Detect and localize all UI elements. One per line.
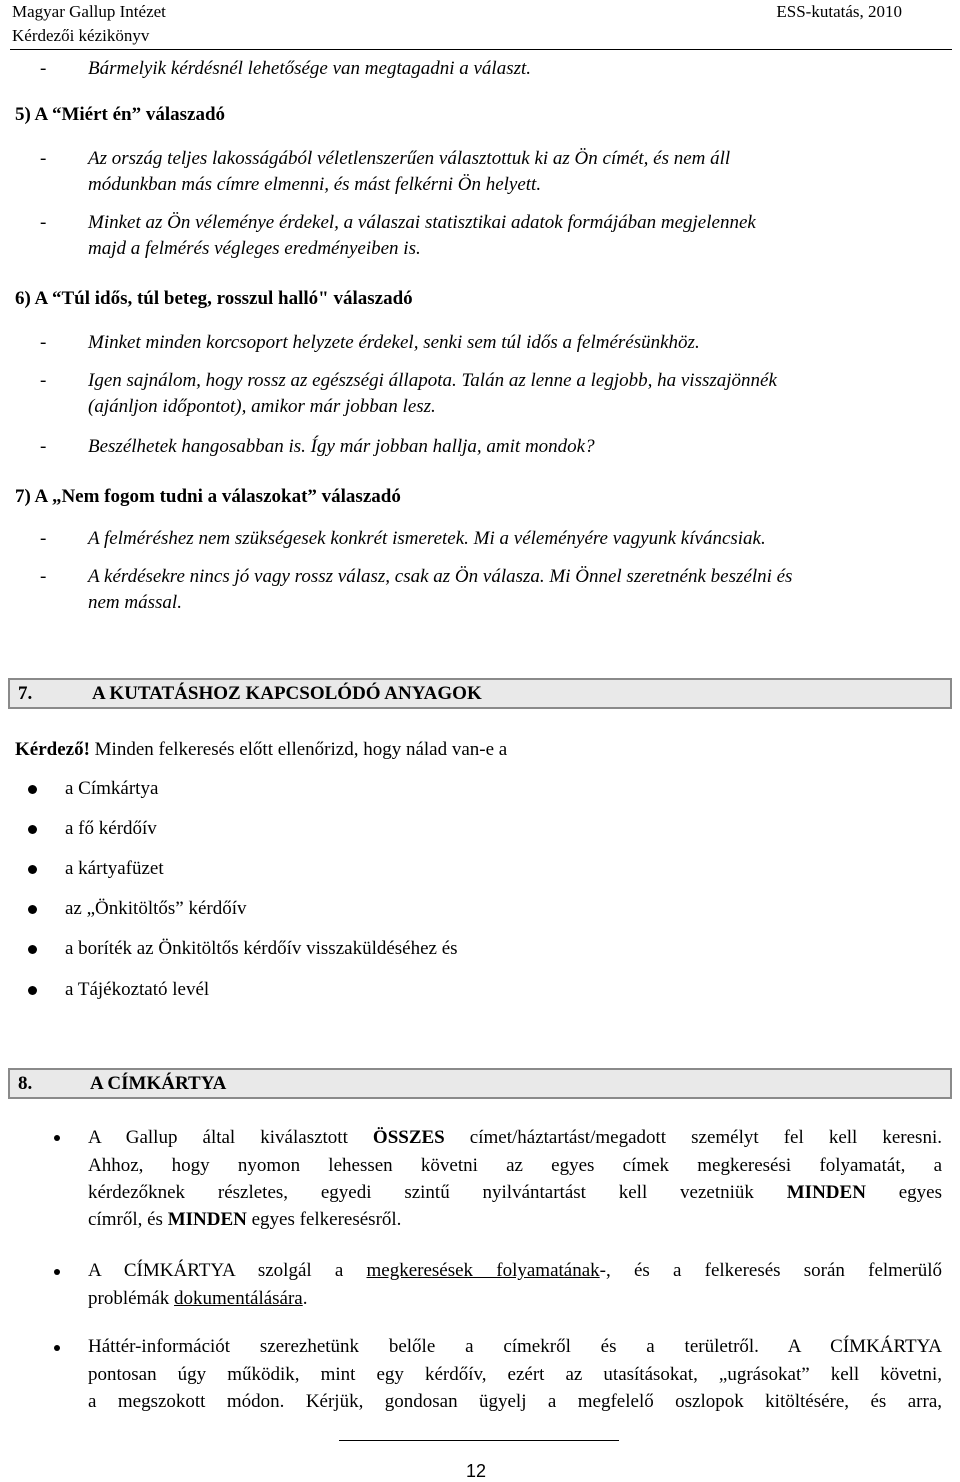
section6-item3: Beszélhetek hangosabban is. Így már jobban hallja, amit mondok? [88,436,595,457]
header-rule [10,49,952,50]
section6-item2-line2: (ajánljon időpontot), amikor már jobban lesz. [88,396,436,417]
section7q-heading: 7) A „Nem fogom tudni a válaszokat” válaszadó [15,486,401,507]
chapter7-item: a Tájékoztató levél [65,979,210,1000]
text-run: kérdezőknek részletes, egyedi szintű nyilvántartást kell vezetniük [88,1182,787,1203]
chapter7-number: 7. [18,683,33,704]
text-run: egyes felkeresésről. [246,1209,402,1230]
text-run: . [302,1288,308,1309]
section7q-item2-line1: A kérdésekre nincs jó vagy rossz válasz, csak az Ön válasza. Mi Önnel szeretnénk beszélni és [88,566,793,587]
section5-item1-line1: Az ország teljes lakosságából véletlenszerűen választottuk ki az Ön címét, és nem áll [88,148,731,169]
chapter8-p3-line1: Háttér-információt szerezhetünk belőle a címekről és a területről. A CÍMKÁRTYA [88,1336,942,1357]
chapter7-item: a kártyafüzet [65,858,164,879]
section7q-item2-line2: nem mással. [88,592,182,613]
dash-marker: - [40,58,47,79]
chapter7-lead [15,737,507,763]
chapter7-item: a fő kérdőív [65,818,157,839]
text-run: címről, és [88,1209,168,1230]
section5-item2-line1: Minket az Ön véleménye érdekel, a válaszai statisztikai adatok formájában megjelennek [88,212,756,233]
chapter8-p1-line3 [88,1179,942,1207]
chapter7-item: a boríték az Önkitöltős kérdőív visszaküldéséhez és [65,938,458,959]
bullet-icon [28,785,37,794]
text-run: címet/háztartást/megadott személyt fel kell keresni. [444,1127,942,1148]
dash-marker: - [40,332,47,353]
section5-heading: 5) A “Miért én” válaszadó [15,104,226,125]
chapter8-p2-line1 [88,1257,942,1285]
underlined-term: megkeresések folyamatának [366,1260,600,1281]
page-number: 12 [466,1461,487,1481]
bullet-icon [28,865,37,874]
text-run: A Gallup által kiválasztott [88,1127,373,1148]
dash-marker: - [40,528,47,549]
chapter7-title: A KUTATÁSHOZ KAPCSOLÓDÓ ANYAGOK [92,683,482,704]
underlined-term: dokumentálására [174,1288,303,1309]
dash-marker: - [40,436,47,457]
bullet-icon [28,986,37,995]
chapter8-p1-line4 [88,1206,942,1234]
chapter7-lead-text: Minden felkeresés előtt ellenőrizd, hogy nálad van-e a [89,739,508,760]
emphasis: ÖSSZES [372,1127,445,1148]
text-run: egyes [865,1182,943,1203]
chapter8-p2-line2 [88,1285,942,1313]
text-run: A CÍMKÁRTYA szolgál a [88,1260,367,1281]
dash-marker: - [40,148,47,169]
chapter8-p1-line1 [88,1124,942,1152]
dash-marker: - [40,212,47,233]
chapter8-p3-line3: a megszokott módon. Kérjük, gondosan ügyelj a megfelelő oszlopok kitöltésére, és arra, [88,1391,942,1412]
emphasis: MINDEN [786,1182,866,1203]
section7q-item1: A felméréshez nem szükségesek konkrét ismeretek. Mi a véleményére vagyunk kíváncsiak. [88,528,766,549]
bullet-icon [28,905,37,914]
text-run: -, és a felkeresés során felmerülő [599,1260,942,1281]
emphasis: MINDEN [167,1209,247,1230]
bullet-icon [54,1269,60,1275]
chapter7-heading-box [8,678,952,709]
chapter8-p1-line2: Ahhoz, hogy nyomon lehessen követni az egyes címek megkeresési folyamatát, a [88,1155,942,1176]
header-institute: Magyar Gallup Intézet [12,2,166,21]
section6-item2-line1: Igen sajnálom, hogy rossz az egészségi állapota. Talán az lenne a legjobb, ha visszajönnék [88,370,777,391]
section5-item1-line2: módunkban más címre elmenni, és mást felkérni Ön helyett. [88,174,542,195]
chapter8-title: A CÍMKÁRTYA [90,1073,227,1094]
section6-heading: 6) A “Túl idős, túl beteg, rosszul halló" válaszadó [15,288,413,309]
chapter8-p3-line2: pontosan úgy működik, mint egy kérdőív, ezért az utasításokat, „ugrásokat” kell követni, [88,1364,942,1385]
chapter7-lead-bold: Kérdező! [15,739,90,760]
header-manual: Kérdezői kézikönyv [12,26,150,45]
chapter7-item: a Címkártya [65,778,159,799]
text-run: problémák [88,1288,175,1309]
chapter8-heading-box [8,1068,952,1099]
footer-rule [339,1440,619,1441]
bullet-icon [54,1345,60,1351]
bullet-icon [28,945,37,954]
chapter8-number: 8. [18,1073,33,1094]
chapter7-item: az „Önkitöltős” kérdőív [65,898,247,919]
header-study: ESS-kutatás, 2010 [776,2,902,21]
intro-line: Bármelyik kérdésnél lehetősége van megtagadni a választ. [88,58,532,79]
section6-item1: Minket minden korcsoport helyzete érdekel, senki sem túl idős a felmérésünkhöz. [88,332,700,353]
bullet-icon [54,1135,60,1141]
section5-item2-line2: majd a felmérés végleges eredményeiben is. [88,238,421,259]
dash-marker: - [40,566,47,587]
dash-marker: - [40,370,47,391]
bullet-icon [28,825,37,834]
